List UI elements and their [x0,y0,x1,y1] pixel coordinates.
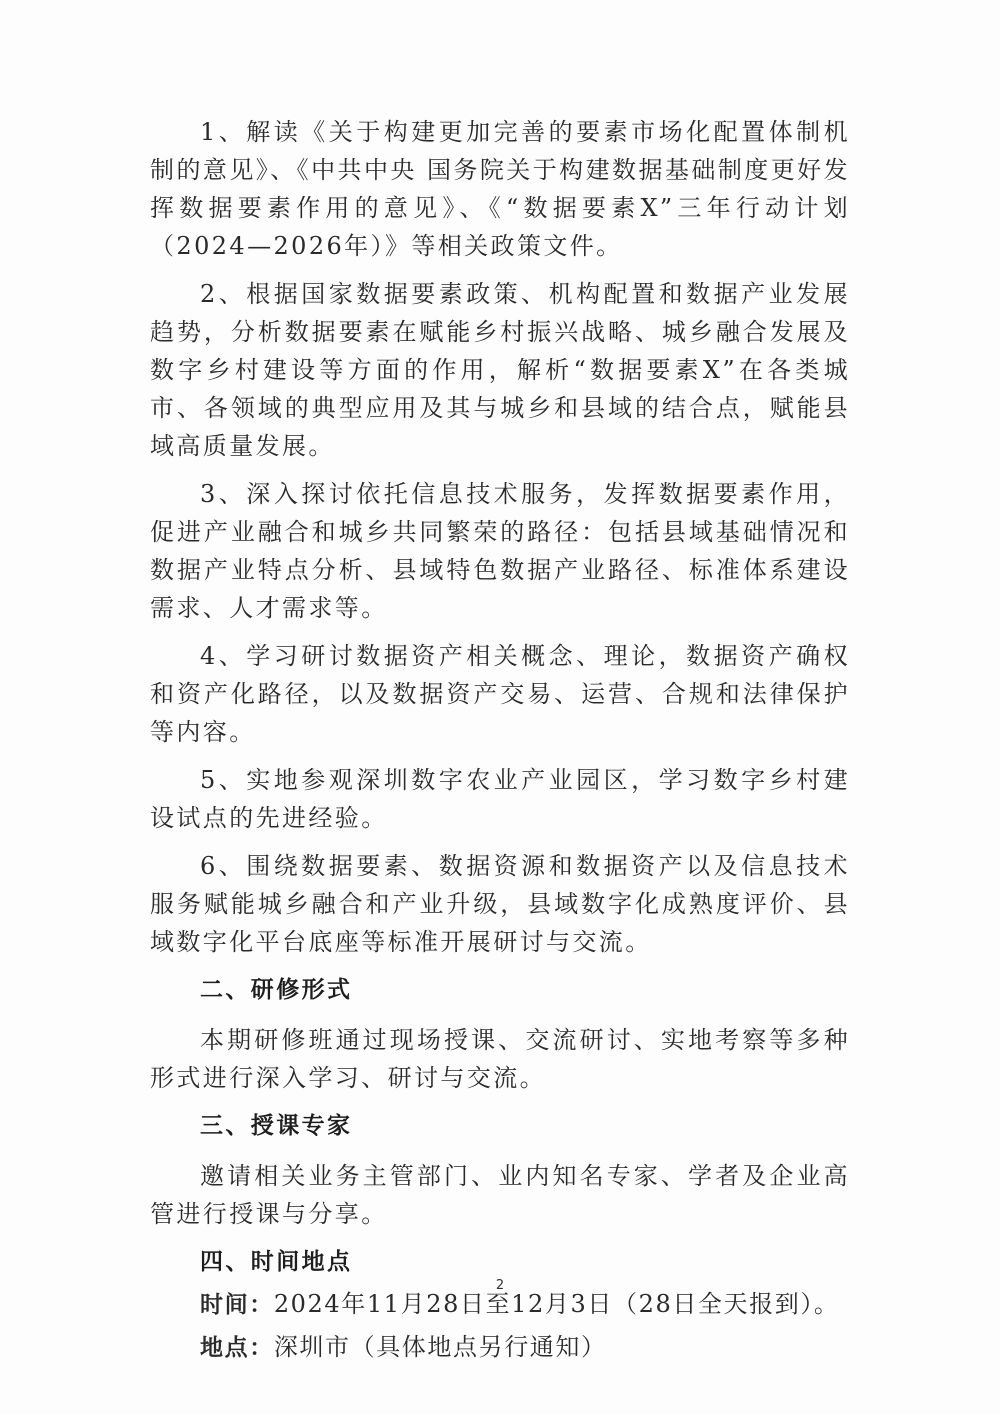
format-paragraph: 本期研修班通过现场授课、交流研讨、实地考察等多种形式进行深入学习、研讨与交流。 [150,1026,850,1092]
page-number: 2 [495,1278,505,1293]
content-item-6: 6、围绕数据要素、数据资源和数据资产以及信息技术服务赋能城乡融合和产业升级，县域数字化成熟度评价、县域数字化平台底座等标准开展研讨与交流。 [150,852,850,956]
time-label: 时间： [200,1292,274,1318]
place-label: 地点： [200,1335,274,1361]
place-line [150,1328,850,1367]
place-value: 深圳市（具体地点另行通知） [273,1333,607,1361]
section-heading-experts: 三、授课专家 [200,1113,353,1139]
content-item-3: 3、深入探讨依托信息技术服务，发挥数据要素作用，促进产业融合和城乡共同繁荣的路径：包括县域基础情况和数据产业特点分析、县域特色数据产业路径、标准体系建设需求、人才需求等。 [150,480,850,622]
content-item-5: 5、实地参观深圳数字农业产业园区，学习数字乡村建设试点的先进经验。 [150,766,850,832]
content-item-1: 1、解读《关于构建更加完善的要素市场化配置体制机制的意见》、《中共中央 国务院关于构建数据基础制度更好发挥数据要素作用的意见》、《“数据要素X”三年行动计划（2024—2026年）》等相关政策文件。 [150,118,850,260]
content-item-2: 2、根据国家数据要素政策、机构配置和数据产业发展趋势，分析数据要素在赋能乡村振兴战略、城乡融合发展及数字乡村建设等方面的作用，解析“数据要素X”在各类城市、各领域的典型应用及其与城乡和县域的结合点，赋能县域高质量发展。 [150,280,850,460]
time-value: 2024年11月28日至12月3日（28日全天报到）。 [273,1290,840,1318]
experts-paragraph: 邀请相关业务主管部门、业内知名专家、学者及企业高管进行授课与分享。 [150,1162,850,1228]
content-item-4: 4、学习研讨数据资产相关概念、理论，数据资产确权和资产化路径，以及数据资产交易、运营、合规和法律保护等内容。 [150,642,850,746]
section-heading-format: 二、研修形式 [200,977,353,1003]
section-heading-time-place: 四、时间地点 [200,1249,353,1275]
document-body [150,113,850,1371]
